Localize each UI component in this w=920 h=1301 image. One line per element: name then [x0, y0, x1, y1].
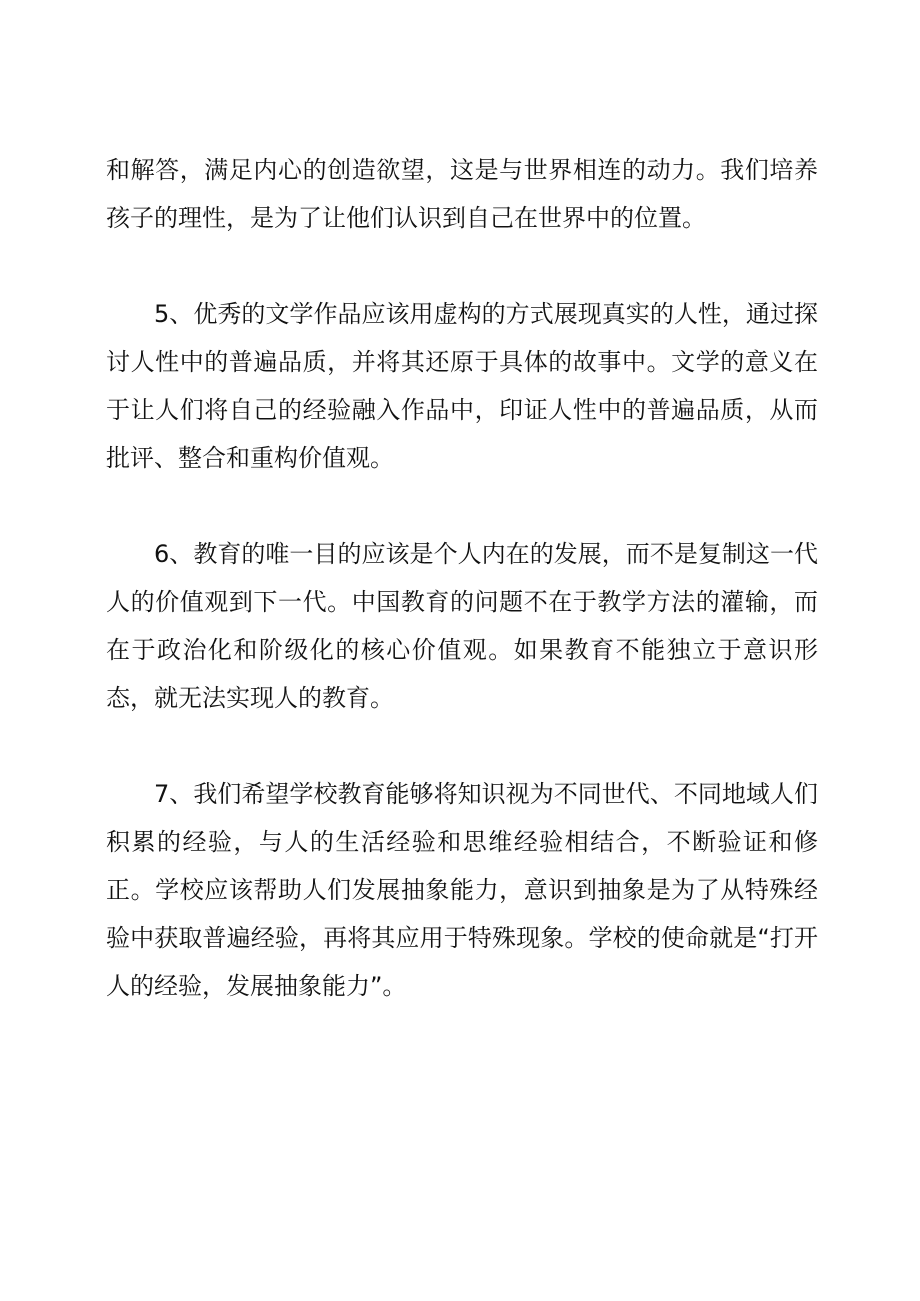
- paragraph-gap: [106, 482, 818, 530]
- paragraph-gap: [106, 722, 818, 770]
- paragraph-6: 6、教育的唯一目的应该是个人内在的发展，而不是复制这一代人的价值观到下一代。中国教育的问题不在于教学方法的灌输，而在于政治化和阶级化的核心价值观。如果教育不能独立于意识形态，就无法实现人的教育。: [106, 540, 818, 712]
- paragraph-gap: [106, 242, 818, 290]
- document-body: [106, 146, 818, 1010]
- paragraph-5: 5、优秀的文学作品应该用虚构的方式展现真实的人性，通过探讨人性中的普遍品质，并将其还原于具体的故事中。文学的意义在于让人们将自己的经验融入作品中，印证人性中的普遍品质，从而批评、整合和重构价值观。: [106, 300, 818, 472]
- paragraph-continuation: 和解答，满足内心的创造欲望，这是与世界相连的动力。我们培养孩子的理性，是为了让他们认识到自己在世界中的位置。: [106, 156, 818, 232]
- paragraph-7: 7、我们希望学校教育能够将知识视为不同世代、不同地域人们积累的经验，与人的生活经验和思维经验相结合，不断验证和修正。学校应该帮助人们发展抽象能力，意识到抽象是为了从特殊经验中获取普遍经验，再将其应用于特殊现象。学校的使命就是“打开人的经验，发展抽象能力”。: [106, 780, 818, 1000]
